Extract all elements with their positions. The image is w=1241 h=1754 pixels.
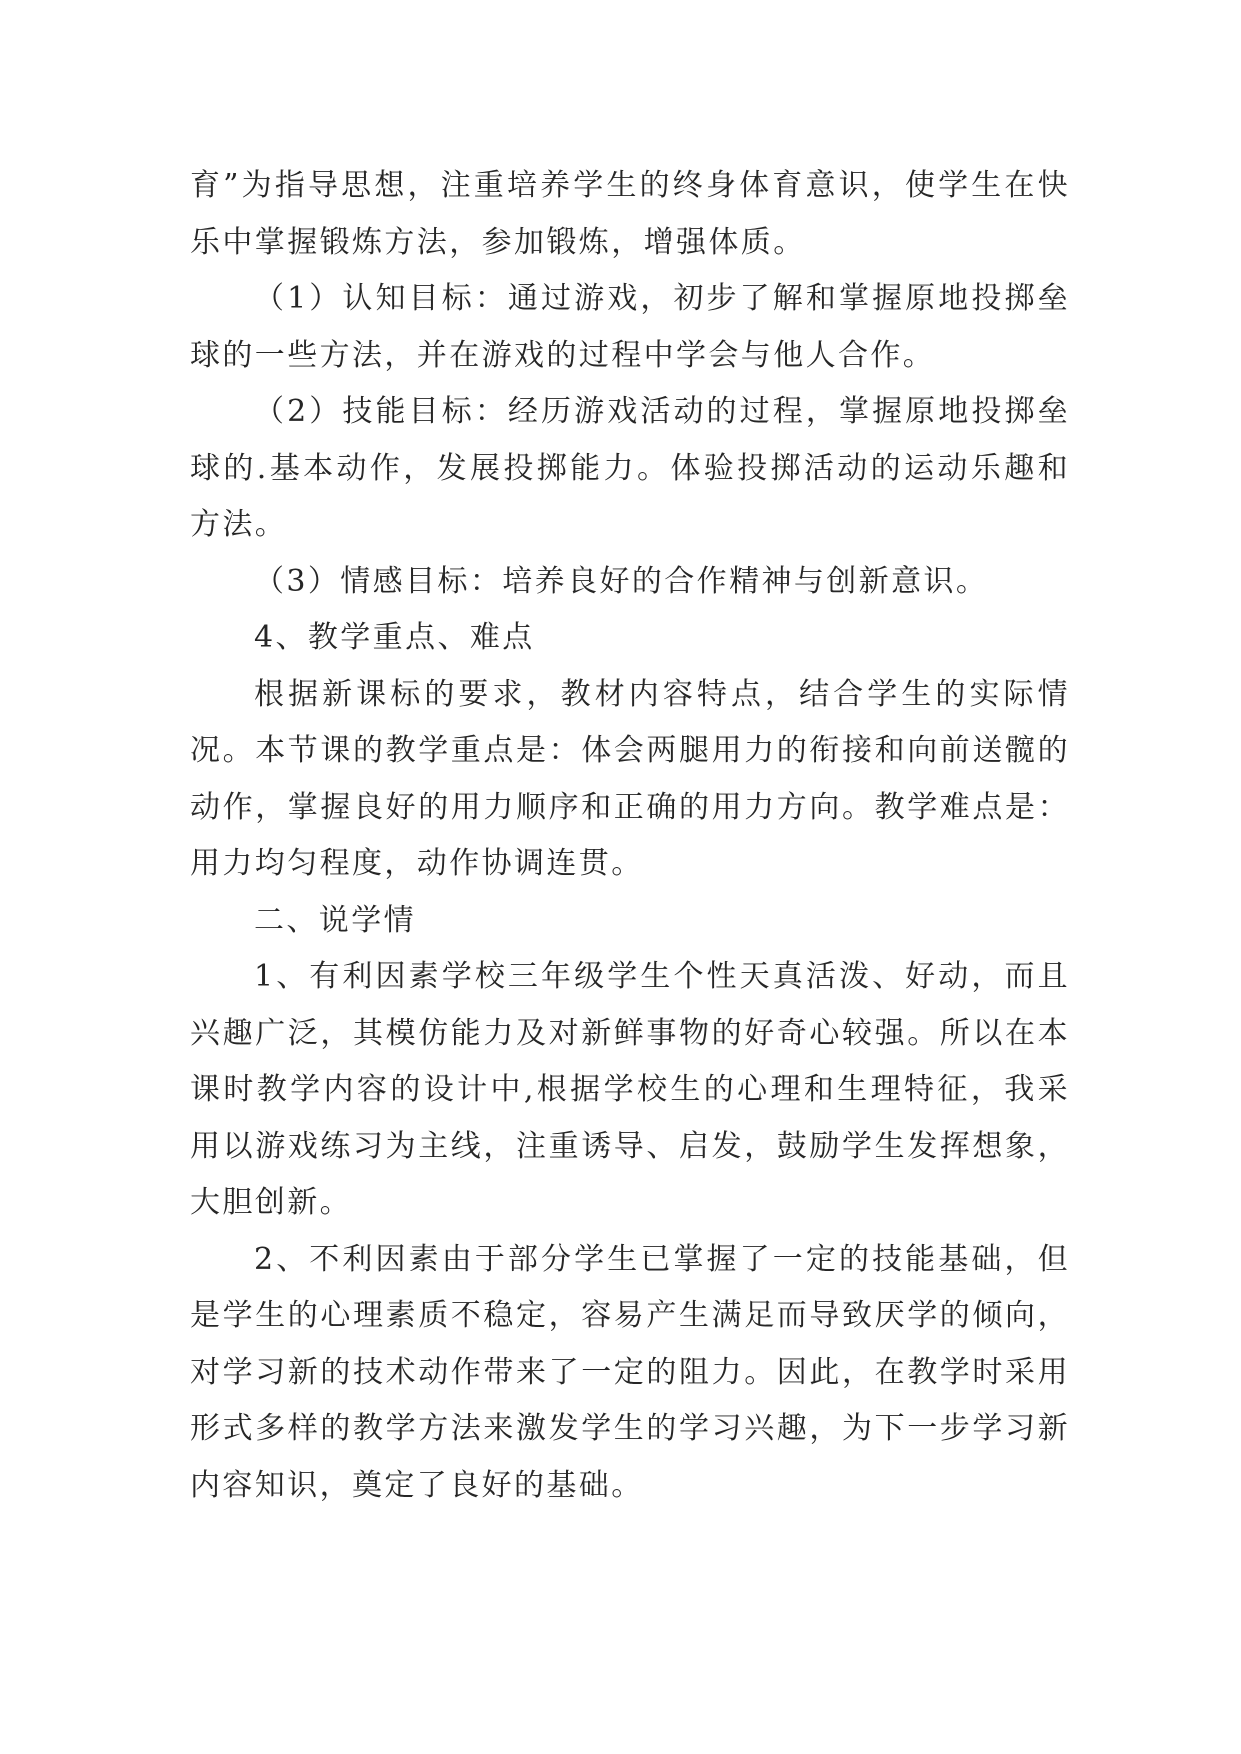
paragraph-emotional-goal: （3）情感目标：培养良好的合作精神与创新意识。 — [254, 563, 989, 599]
paragraph-unfavorable-factors: 2、不利因素由于部分学生已掌握了一定的技能基础，但是学生的心理素质不稳定，容易产生满足而导致厌学的倾向，对学习新的技术动作带来了一定的阻力。因此，在教学时采用形式多样的教学方法来激发学生的学习兴趣，为下一步学习新内容知识，奠定了良好的基础。 — [190, 1241, 1070, 1503]
document-body — [190, 158, 1070, 1514]
paragraph-cognitive-goal: （1）认知目标：通过游戏，初步了解和掌握原地投掷垒球的一些方法，并在游戏的过程中学会与他人合作。 — [190, 281, 1070, 373]
heading-student-situation: 二、说学情 — [254, 902, 416, 938]
paragraph-skill-goal: （2）技能目标：经历游戏活动的过程，掌握原地投掷垒球的.基本动作，发展投掷能力。体验投掷活动的运动乐趣和方法。 — [190, 394, 1070, 542]
paragraph-key-points: 根据新课标的要求，教材内容特点，结合学生的实际情况。本节课的教学重点是：体会两腿用力的衔接和向前送髋的动作，掌握良好的用力顺序和正确的用力方向。教学难点是：用力均匀程度，动作协调连贯。 — [190, 676, 1070, 881]
paragraph-favorable-factors: 1、有利因素学校三年级学生个性天真活泼、好动，而且兴趣广泛，其模仿能力及对新鲜事物的好奇心较强。所以在本课时教学内容的设计中,根据学校生的心理和生理特征，我采用以游戏练习为主线，注重诱导、启发，鼓励学生发挥想象，大胆创新。 — [190, 959, 1070, 1220]
paragraph-intro-continuation: 育”为指导思想，注重培养学生的终身体育意识，使学生在快乐中掌握锻炼方法，参加锻炼，增强体质。 — [190, 168, 1070, 260]
heading-key-points: 4、教学重点、难点 — [254, 620, 535, 655]
